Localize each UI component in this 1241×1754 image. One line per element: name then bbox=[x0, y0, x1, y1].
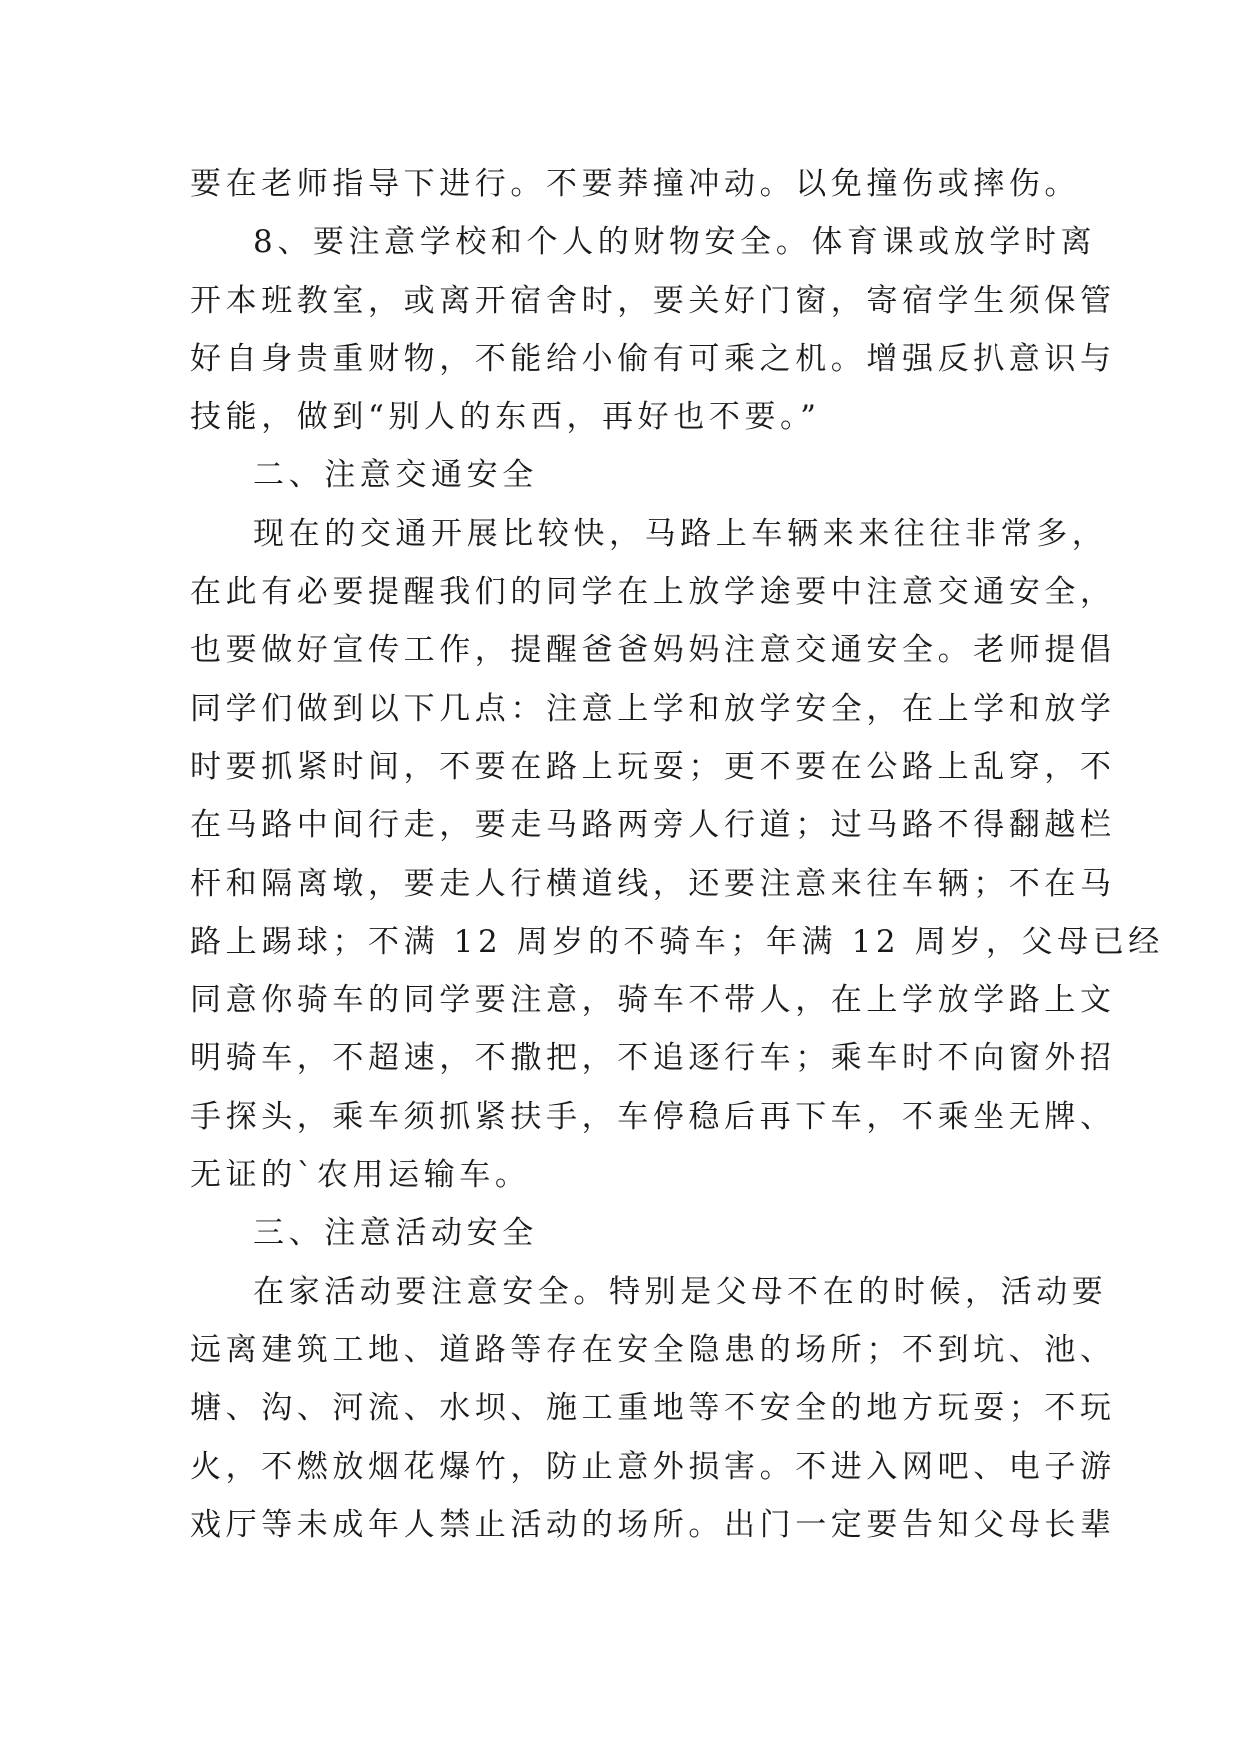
paragraph-start-line: 现在的交通开展比较快，马路上车辆来来往往非常多， bbox=[253, 515, 1108, 552]
text-line: 杆和隔离墩，要走人行横道线，还要注意来往车辆；不在马 bbox=[190, 865, 1116, 902]
text-line: 远离建筑工地、道路等存在安全隐患的场所；不到坑、池、 bbox=[190, 1331, 1116, 1368]
paragraph-start-line: 在家活动要注意安全。特别是父母不在的时候，活动要 bbox=[253, 1273, 1108, 1310]
text-line: 好自身贵重财物，不能给小偷有可乘之机。增强反扒意识与 bbox=[190, 340, 1116, 377]
text-line: 在马路中间行走，要走马路两旁人行道；过马路不得翻越栏 bbox=[190, 807, 1116, 844]
paragraph-start-line: 8、要注意学校和个人的财物安全。体育课或放学时离 bbox=[253, 224, 1097, 261]
text-line: 明骑车，不超速，不撒把，不追逐行车；乘车时不向窗外招 bbox=[190, 1040, 1116, 1077]
text-line: 时要抓紧时间，不要在路上玩耍；更不要在公路上乱穿，不 bbox=[190, 748, 1116, 785]
section-heading: 三、注意活动安全 bbox=[253, 1215, 538, 1252]
text-line: 在此有必要提醒我们的同学在上放学途要中注意交通安全， bbox=[190, 574, 1116, 611]
text-line: 要在老师指导下进行。不要莽撞冲动。以免撞伤或摔伤。 bbox=[190, 166, 1080, 202]
text-line: 戏厅等未成年人禁止活动的场所。出门一定要告知父母长辈 bbox=[190, 1506, 1116, 1543]
section-heading: 二、注意交通安全 bbox=[253, 457, 538, 494]
text-line: 路上踢球；不满 12 周岁的不骑车；年满 12 周岁，父母已经 bbox=[190, 923, 1164, 960]
text-line: 技能，做到“别人的东西，再好也不要。” bbox=[190, 399, 821, 436]
text-line: 同学们做到以下几点：注意上学和放学安全，在上学和放学 bbox=[190, 690, 1116, 727]
text-line: 塘、沟、河流、水坝、施工重地等不安全的地方玩耍；不玩 bbox=[190, 1390, 1116, 1427]
text-line: 无证的`农用运输车。 bbox=[190, 1157, 531, 1194]
text-line: 开本班教室，或离开宿舍时，要关好门窗，寄宿学生须保管 bbox=[190, 282, 1116, 319]
text-line: 也要做好宣传工作，提醒爸爸妈妈注意交通安全。老师提倡 bbox=[190, 632, 1116, 669]
text-line: 手探头，乘车须抓紧扶手，车停稳后再下车，不乘坐无牌、 bbox=[190, 1098, 1116, 1135]
document-body bbox=[190, 155, 1164, 1554]
text-line: 同意你骑车的同学要注意，骑车不带人，在上学放学路上文 bbox=[190, 982, 1116, 1019]
text-line: 火，不燃放烟花爆竹，防止意外损害。不进入网吧、电子游 bbox=[190, 1448, 1116, 1485]
